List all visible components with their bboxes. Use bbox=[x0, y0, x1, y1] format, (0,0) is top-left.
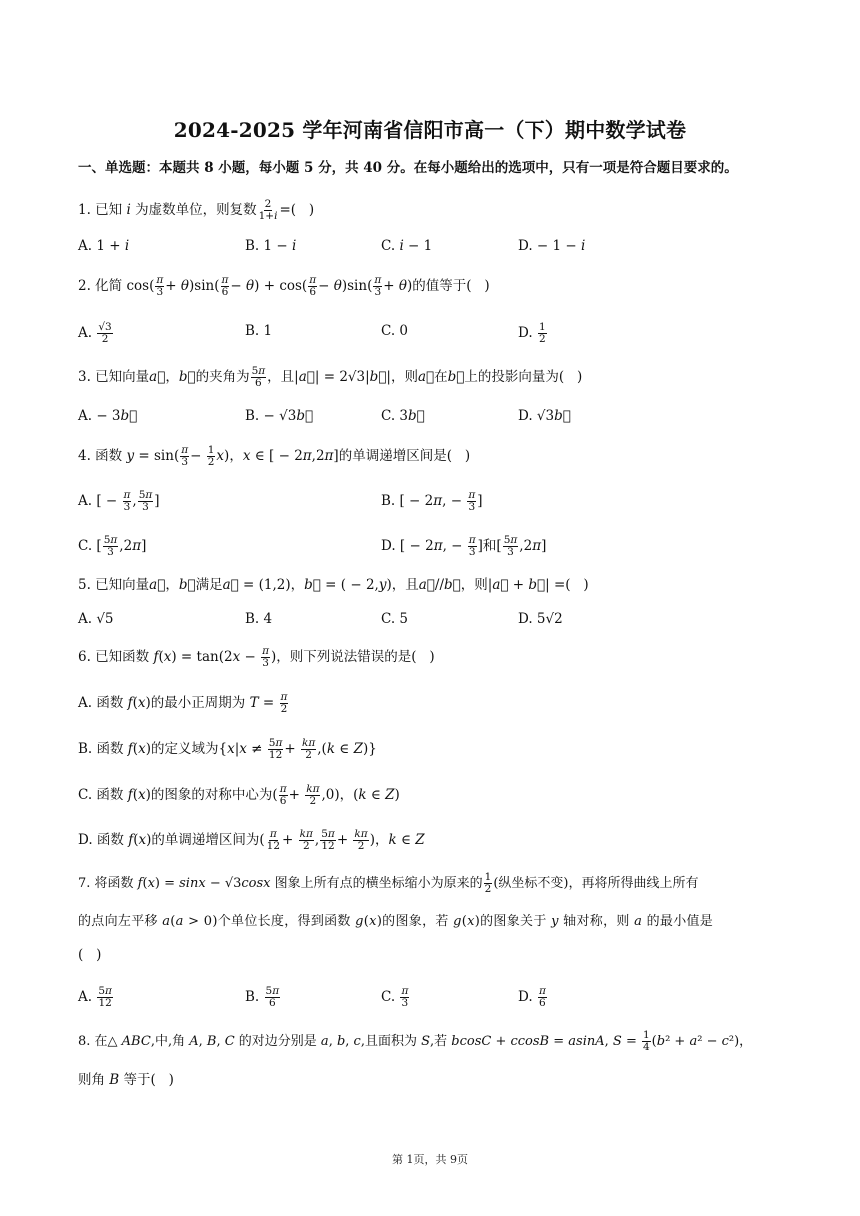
question-2-option-d: D. $\frac{1}{2}$ bbox=[518, 321, 546, 345]
question-1-option-c: C. i − 1 bbox=[381, 238, 433, 254]
question-5-option-b: B. 4 bbox=[245, 611, 273, 627]
question-6-option-b: B. 函数 f(x)的定义域为{x|x ≠ $\frac{5\pi}{12}$ + $\frac{k\pi}{2}$ ,(k ∈ Z)} bbox=[78, 737, 377, 761]
section-heading: 一、单选题：本题共 8 小题，每小题 5 分，共 40 分。在每小题给出的选项中，只有一项是符合题目要求的。 bbox=[78, 160, 738, 176]
question-3-option-c: C. 3b⃗ bbox=[381, 408, 425, 424]
question-7-option-d: D. $\frac{\pi}{6}$ bbox=[518, 985, 546, 1009]
question-7-option-a: A. $\frac{5\pi}{12}$ bbox=[78, 985, 112, 1009]
question-3-option-b: B. − √3b⃗ bbox=[245, 408, 314, 424]
question-8-stem-line-1: 8. 在△ ABC,中,角 A, B, C 的对边分别是 a, b, c,且面积为 S,若 bcosC + ccosB = asinA, S = $\frac{1}{4}$ (b² + a² − c²)， bbox=[78, 1029, 753, 1053]
question-7-stem-line-3: ( ) bbox=[78, 947, 102, 963]
question-5-stem: 5. 已知向量a⃗，b⃗满足a⃗ = (1,2)，b⃗ = ( − 2,y)，且a⃗//b⃗，则|a⃗ + b⃗| =( ) bbox=[78, 577, 589, 593]
page-footer: 第 1页，共 9页 bbox=[392, 1153, 468, 1166]
question-7-stem-line-1: 7. 将函数 f(x) = sinx − √3cosx 图象上所有点的横坐标缩小为原来的 $\frac{1}{2}$ (纵坐标不变)，再将所得曲线上所有 bbox=[78, 871, 699, 895]
question-3-option-a: A. − 3b⃗ bbox=[78, 408, 138, 424]
question-4-option-d: D. [ − 2π, − $\frac{\pi}{3}$ ]和[ $\frac{5\pi}{3}$ ,2π] bbox=[381, 534, 547, 558]
question-4-stem: 4. 函数 y = sin( $\frac{\pi}{3}$ − $\frac{1}{2}$ x)，x ∈ [ − 2π,2π]的单调递增区间是( ) bbox=[78, 444, 471, 468]
question-6-option-d: D. 函数 f(x)的单调递增区间为( $\frac{\pi}{12}$ + $\frac{k\pi}{2}$ , $\frac{5\pi}{12}$ + $\frac{k\pi}{2}$ )，k ∈ Z bbox=[78, 828, 425, 852]
question-5-option-a: A. √5 bbox=[78, 611, 114, 627]
question-1-option-b: B. 1 − i bbox=[245, 238, 297, 254]
question-2-option-c: C. 0 bbox=[381, 323, 409, 339]
question-5-option-d: D. 5√2 bbox=[518, 611, 563, 627]
question-7-option-c: C. $\frac{\pi}{3}$ bbox=[381, 985, 409, 1009]
question-1-option-d: D. − 1 − i bbox=[518, 238, 586, 254]
question-8-stem-line-2: 则角 B 等于( ) bbox=[78, 1072, 174, 1088]
question-4-option-a: A. [ − $\frac{\pi}{3}$ , $\frac{5\pi}{3}$ ] bbox=[78, 489, 160, 513]
question-6-stem: 6. 已知函数 f(x) = tan(2x − $\frac{\pi}{3}$ )，则下列说法错误的是( ) bbox=[78, 645, 435, 669]
question-2-stem: 2. 化简 cos( $\frac{\pi}{3}$ + θ)sin( $\frac{\pi}{6}$ − θ) + cos( $\frac{\pi}{6}$ − θ)sin( $\frac{\pi}{3}$ + θ)的值等于( ) bbox=[78, 274, 490, 298]
question-5-option-c: C. 5 bbox=[381, 611, 409, 627]
question-3-stem: 3. 已知向量a⃗，b⃗的夹角为 $\frac{5\pi}{6}$ ，且|a⃗| = 2√3|b⃗|，则a⃗在b⃗上的投影向量为( ) bbox=[78, 365, 583, 389]
question-3-option-d: D. √3b⃗ bbox=[518, 408, 571, 424]
question-4-option-b: B. [ − 2π, − $\frac{\pi}{3}$ ] bbox=[381, 489, 483, 513]
question-4-option-c: C. [ $\frac{5\pi}{3}$ ,2π] bbox=[78, 534, 147, 558]
question-7-stem-line-2: 的点向左平移 a(a > 0)个单位长度，得到函数 g(x)的图象，若 g(x)的图象关于 y 轴对称，则 a 的最小值是 bbox=[78, 914, 714, 929]
question-1-stem: 1. 已知 i 为虚数单位，则复数 $\frac{2}{1+i}$ =( ) bbox=[78, 198, 315, 222]
question-6-option-a: A. 函数 f(x)的最小正周期为 T = $\frac{\pi}{2}$ bbox=[78, 691, 288, 715]
question-2-option-b: B. 1 bbox=[245, 323, 273, 339]
question-6-option-c: C. 函数 f(x)的图象的对称中心为( $\frac{\pi}{6}$ + $\frac{k\pi}{2}$ ,0)，(k ∈ Z) bbox=[78, 783, 400, 807]
page-title: 2024-2025 学年河南省信阳市高一（下）期中数学试卷 bbox=[173, 118, 687, 142]
question-2-option-a: A. $\frac{√3}{2}$ bbox=[78, 321, 112, 345]
question-1-option-a: A. 1 + i bbox=[78, 238, 130, 254]
question-7-option-b: B. $\frac{5\pi}{6}$ bbox=[245, 985, 280, 1009]
